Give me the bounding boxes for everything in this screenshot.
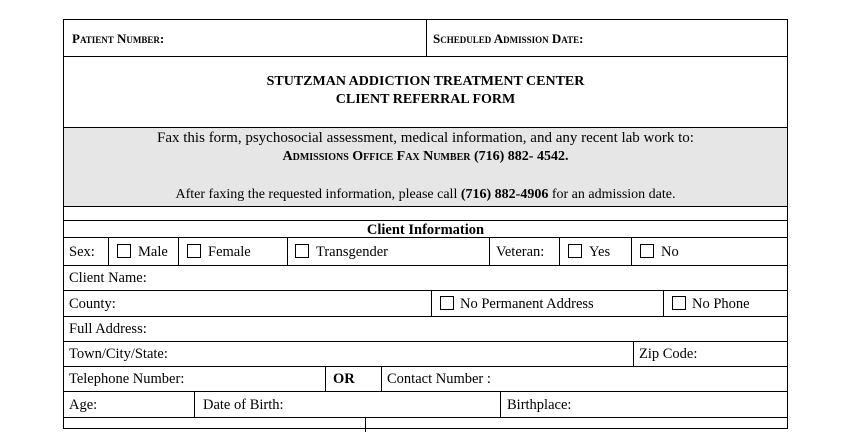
fax-instructions xyxy=(64,128,787,207)
fax-line2: Admissions Office Fax Number (716) 882- 4542. xyxy=(282,149,569,164)
male-label: Male xyxy=(138,244,168,260)
full-address-label: Full Address: xyxy=(69,321,147,337)
section-heading-row xyxy=(64,221,787,238)
patient-number-label: Patient Number: xyxy=(72,31,165,46)
next-row xyxy=(64,418,787,432)
male-checkbox[interactable] xyxy=(117,244,131,258)
veteran-label: Veteran: xyxy=(496,244,545,260)
fax-line1: Fax this form, psychosocial assessment, medical information, and any recent lab work to: xyxy=(157,130,694,146)
veteran-no-checkbox[interactable] xyxy=(640,244,654,258)
form-title-line1: STUTZMAN ADDICTION TREATMENT CENTER xyxy=(266,74,585,89)
header-row xyxy=(64,20,787,57)
fax-line3 xyxy=(64,188,787,202)
female-label: Female xyxy=(208,244,251,260)
transgender-label: Transgender xyxy=(316,244,388,260)
scheduled-admission-field[interactable] xyxy=(426,20,787,56)
town-city-state-label: Town/City/State: xyxy=(69,346,168,362)
form-title-line2: CLIENT REFERRAL FORM xyxy=(335,92,516,107)
transgender-checkbox[interactable] xyxy=(295,244,309,258)
sex-veteran-row xyxy=(64,238,787,266)
no-phone-label: No Phone xyxy=(692,296,750,312)
county-label: County: xyxy=(69,296,116,312)
veteran-yes-label: Yes xyxy=(589,244,611,260)
birthplace-label: Birthplace: xyxy=(507,397,572,413)
age-label: Age: xyxy=(69,397,98,413)
or-label: OR xyxy=(333,371,355,387)
female-checkbox[interactable] xyxy=(187,244,201,258)
title-row xyxy=(64,57,787,128)
scheduled-admission-label: Scheduled Admission Date: xyxy=(433,31,584,46)
admission-phone: (716) 882-4906 xyxy=(460,187,549,202)
client-name-field[interactable] xyxy=(64,266,787,291)
spacer-row xyxy=(64,207,787,221)
section-title: Client Information xyxy=(366,222,485,238)
referral-form xyxy=(63,19,788,429)
client-name-label: Client Name: xyxy=(69,270,147,286)
telephone-number-label: Telephone Number: xyxy=(69,371,185,387)
fax-line3-post: for an admission date. xyxy=(548,187,676,202)
full-address-field[interactable] xyxy=(64,317,787,342)
no-phone-checkbox[interactable] xyxy=(672,296,686,310)
sex-label: Sex: xyxy=(69,244,95,260)
veteran-no-label: No xyxy=(661,244,679,260)
contact-number-label: Contact Number : xyxy=(387,371,491,387)
date-of-birth-label: Date of Birth: xyxy=(203,397,284,413)
no-permanent-address-checkbox[interactable] xyxy=(440,296,454,310)
age-row xyxy=(64,392,787,418)
town-zip-row xyxy=(64,342,787,367)
no-permanent-address-label: No Permanent Address xyxy=(460,296,594,312)
telephone-row xyxy=(64,367,787,392)
zip-code-label: Zip Code: xyxy=(639,346,698,362)
patient-number-field[interactable] xyxy=(64,20,426,56)
fax-line3-pre: After faxing the requested information, please call xyxy=(175,187,461,202)
county-row xyxy=(64,291,787,317)
veteran-yes-checkbox[interactable] xyxy=(568,244,582,258)
